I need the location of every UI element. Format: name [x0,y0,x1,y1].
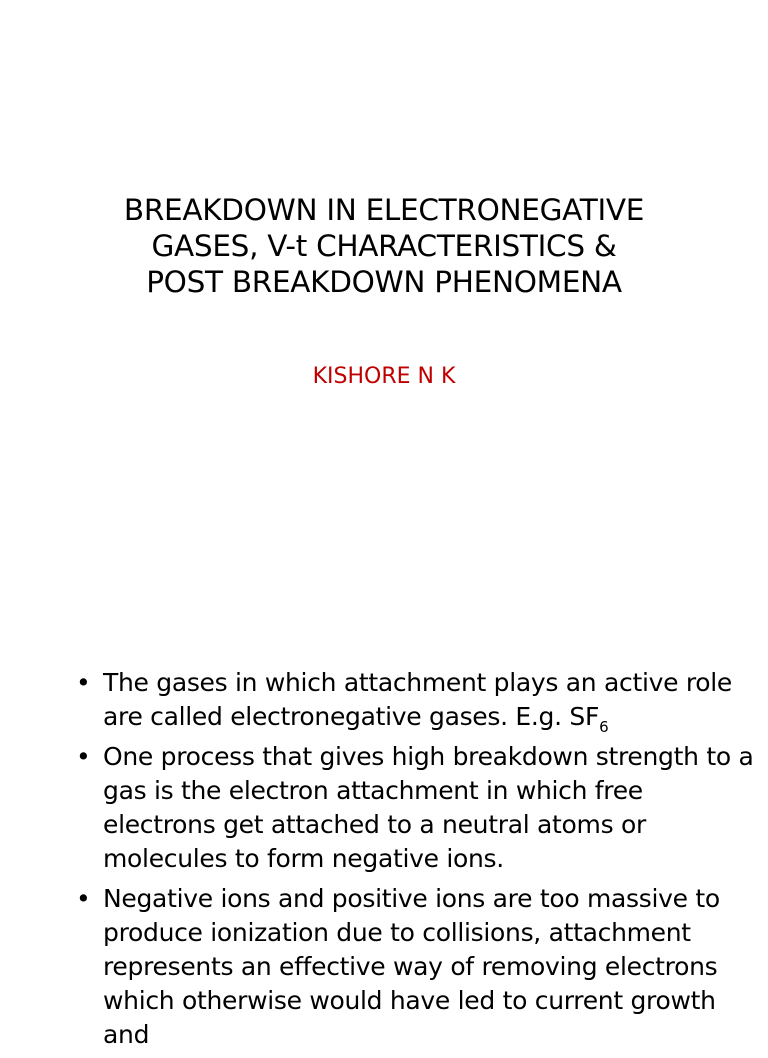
subscript-text: 6 [599,718,609,736]
bullet-item [76,740,756,876]
bullet-text: Negative ions and positive ions are too massive to produce ionization due to collisions, attachment represents an effective way of removing electrons which otherwise would have led to current growth and [103,884,720,1049]
bullet-list [76,666,756,1058]
bullet-icon: • [76,668,91,697]
slide-title [60,192,708,300]
bullet-text: The gases in which attachment plays an active role are called electronegative gases. E.g. SF [103,668,732,731]
bullet-icon: • [76,742,91,771]
bullet-item [76,666,756,734]
slide-title-line-1: BREAKDOWN IN ELECTRONEGATIVE [123,193,645,227]
author-name: KISHORE N K [312,364,456,389]
content-slide [0,640,768,1049]
bullet-icon: • [76,884,91,913]
slide-title-line-2: GASES, V-t CHARACTERISTICS & [151,229,617,263]
bullet-text: One process that gives high breakdown strength to a gas is the electron attachment in which free electrons get attached to a neutral atoms or molecules to form negative ions. [103,742,754,873]
slide-title-line-3: POST BREAKDOWN PHENOMENA [146,265,622,299]
bullet-item [76,882,756,1052]
